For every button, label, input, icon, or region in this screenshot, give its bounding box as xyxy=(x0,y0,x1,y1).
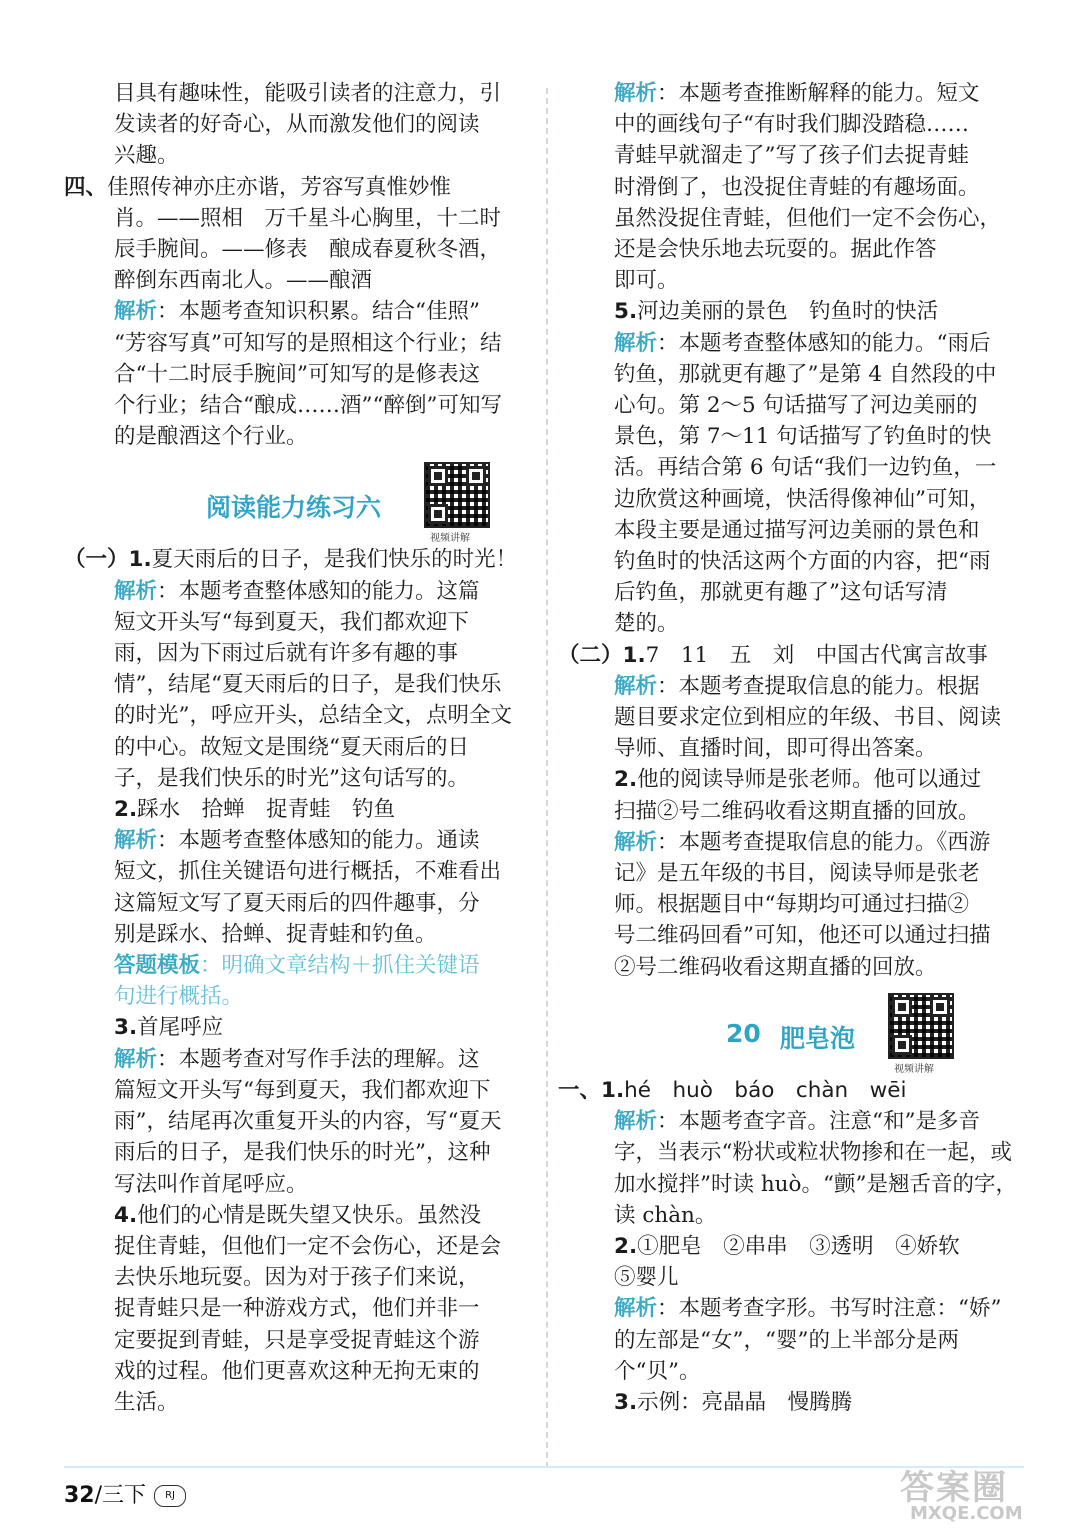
qr-caption: 视频讲解 xyxy=(430,533,470,545)
part-two-q2-analysis: 解析：本题考查提取信息的能力。《西游 xyxy=(614,829,991,855)
part-two-q1-analysis-rest xyxy=(608,702,1018,764)
section-one-label: 一、 xyxy=(558,1077,602,1103)
lesson-heading xyxy=(608,983,1018,1075)
text-line: 醉倒东西南北人。——酿酒 xyxy=(114,268,373,294)
s2-analysis: 解析：本题考查字形。书写时注意：“娇” xyxy=(614,1296,1002,1322)
text-line: “芳容写真”可知写的是照相这个行业；结 xyxy=(114,330,502,356)
text-line: 的是酿酒这个行业。 xyxy=(114,424,308,450)
text-line: 师。根据题目中“每期均可通过扫描② xyxy=(614,892,969,918)
analysis-label: 解析 xyxy=(614,673,658,699)
text-line: 号二维码回看”可知，他还可以通过扫描 xyxy=(614,923,991,949)
text-line: 楚的。 xyxy=(614,611,679,637)
text-line: 情”，结尾“夏天雨后的日子，是我们快乐 xyxy=(114,672,502,698)
q3-analysis-rest xyxy=(64,1075,526,1200)
lesson-title: 肥皂泡 xyxy=(780,1023,856,1053)
text-line: 钓鱼，那就更有趣了”是第 4 自然段的中 xyxy=(614,361,997,387)
text-line: 定要捉到青蛙，只是享受捉青蛙这个游 xyxy=(114,1327,480,1353)
section-four-rest xyxy=(64,203,526,297)
text-line: 青蛙早就溜走了”写了孩子们去捉青蛙 xyxy=(614,143,969,169)
answer-template-line-2: 句进行概括。 xyxy=(114,984,244,1010)
text-line: 目具有趣味性，能吸引读者的注意力，引 xyxy=(114,81,502,106)
column-divider xyxy=(546,88,548,1468)
qr-caption: 视频讲解 xyxy=(894,1063,934,1075)
s1-analysis: 解析：本题考查字音。注意“和”是多音 xyxy=(614,1109,980,1135)
analysis-label: 解析 xyxy=(614,81,658,106)
grade-label: /三下 xyxy=(94,1483,147,1508)
page-number: 32 xyxy=(64,1483,95,1508)
analysis-label: 解析 xyxy=(614,829,658,855)
text-line: 活。再结合第 6 句话“我们一边钓鱼，一 xyxy=(614,455,997,481)
text-line: 篇短文开头写“每到夏天，我们都欢迎下 xyxy=(114,1077,491,1103)
analysis-label: 解析 xyxy=(114,299,158,325)
q4-analysis: 解析：本题考查推断解释的能力。短文 xyxy=(614,81,980,106)
text-line: 发读者的好奇心，从而激发他们的阅读 xyxy=(114,112,480,138)
q3-analysis: 解析：本题考查对写作手法的理解。这 xyxy=(114,1046,480,1072)
text-line: 导师、直播时间，即可得出答案。 xyxy=(614,736,937,762)
q4-answer-rest xyxy=(64,1231,526,1418)
text-line: 的时光”，呼应开头，总结全文，点明全文 xyxy=(114,703,512,729)
part-two-q2-analysis-rest xyxy=(608,858,1018,983)
text-line: 去快乐地玩耍。因为对于孩子们来说， xyxy=(114,1265,480,1291)
s2-answer-line-2: ⑤婴儿 xyxy=(614,1265,679,1291)
text-line: 字，当表示“粉状或粒状物掺和在一起，或 xyxy=(614,1140,1012,1166)
watermark-top: 答案圈 xyxy=(900,1468,1008,1508)
text-line: ②号二维码收看这期直播的回放。 xyxy=(614,954,937,980)
text-line: 个“贝”。 xyxy=(614,1358,701,1384)
text-line: 后钓鱼，那就更有趣了”这句话写清 xyxy=(614,580,948,606)
template-label: 答题模板 xyxy=(114,953,201,979)
q4-analysis-rest xyxy=(608,109,1018,296)
lesson-number: 20 xyxy=(726,1018,761,1048)
text-line: 中的画线句子“有时我们脚没踏稳…… xyxy=(614,112,969,138)
s2-analysis-rest xyxy=(608,1325,1018,1387)
q5-analysis: 解析：本题考查整体感知的能力。“雨后 xyxy=(614,330,991,356)
page-footer xyxy=(64,1478,186,1509)
text-line: 时滑倒了，也没捉住青蛙的有趣场面。 xyxy=(614,174,980,200)
text-line: 加水搅拌”时读 huò。“颤”是翘舌音的字， xyxy=(614,1171,1017,1197)
qr-code-icon[interactable] xyxy=(424,462,490,528)
answer-block-continued xyxy=(64,78,526,172)
q2-analysis: 解析：本题考查整体感知的能力。通读 xyxy=(114,828,480,854)
q2-answer: 2.踩水 拾蝉 捉青蛙 钓鱼 xyxy=(114,797,396,823)
part-one-label: （一） xyxy=(64,547,129,573)
analysis-label: 解析 xyxy=(614,330,658,356)
analysis-label: 解析 xyxy=(614,1296,658,1322)
analysis-label: 解析 xyxy=(614,1109,658,1135)
text-line: 生活。 xyxy=(114,1389,179,1415)
part-two-q2-answer-line-2: 扫描②号二维码收看这期直播的回放。 xyxy=(614,798,980,824)
text-line: 读 chàn。 xyxy=(614,1202,717,1228)
text-line: 这篇短文写了夏天雨后的四件趣事，分 xyxy=(114,890,480,916)
text-line: 个行业；结合“酿成……酒”“醉倒”可知写 xyxy=(114,393,502,419)
section-four-line-1: 四、佳照传神亦庄亦谐，芳容写真惟妙惟 xyxy=(64,174,452,200)
footer-rule xyxy=(64,1466,1024,1468)
text-line: 写法叫作首尾呼应。 xyxy=(114,1171,308,1197)
analysis-label: 解析 xyxy=(114,828,158,854)
part-two-q1-answer: （二）1.7 11 五 刘 中国古代寓言故事 xyxy=(558,642,988,668)
text-line: 本段主要是通过描写河边美丽的景色和 xyxy=(614,517,980,543)
part-two-label: （二） xyxy=(558,642,623,668)
left-column xyxy=(64,78,526,1418)
text-line: 捉住青蛙，但他们一定不会伤心，还是会 xyxy=(114,1233,502,1259)
text-line: 的左部是“女”，“婴”的上半部分是两 xyxy=(614,1327,959,1353)
text-line: 短文开头写“每到夏天，我们都欢迎下 xyxy=(114,609,469,635)
s1-analysis-rest xyxy=(608,1137,1018,1231)
part-two-q2-answer: 2.他的阅读导师是张老师。他可以通过 xyxy=(614,767,982,793)
text-line: 即可。 xyxy=(614,268,679,294)
q4-answer: 4.他们的心情是既失望又快乐。虽然没 xyxy=(114,1202,482,1228)
s3-answer: 3.示例：亮晶晶 慢腾腾 xyxy=(614,1389,853,1415)
q2-analysis-rest xyxy=(64,856,526,950)
text-line: 雨后的日子，是我们快乐的时光”，这种 xyxy=(114,1140,491,1166)
answer-template: 答题模板：明确文章结构＋抓住关键语 xyxy=(114,953,480,979)
text-line: 肖。——照相 万千星斗心胸里，十二时 xyxy=(114,205,502,231)
section-heading-title: 阅读能力练习六 xyxy=(206,493,382,523)
part-two-q1-analysis: 解析：本题考查提取信息的能力。根据 xyxy=(614,673,980,699)
text-line: 合“十二时辰手腕间”可知写的是修表这 xyxy=(114,361,480,387)
q5-answer: 5.河边美丽的景色 钓鱼时的快活 xyxy=(614,299,939,325)
right-column xyxy=(558,78,1018,1418)
section-four-label: 四、 xyxy=(64,174,108,200)
text-line: 辰手腕间。——修表 酿成春夏秋冬酒， xyxy=(114,237,502,263)
section-four xyxy=(64,172,526,453)
s2-answer: 2.①肥皂 ②串串 ③透明 ④娇软 xyxy=(614,1233,960,1259)
text-line: 虽然没捉住青蛙，但他们一定不会伤心， xyxy=(614,205,1002,231)
text-line: 还是会快乐地去玩耍的。据此作答 xyxy=(614,237,937,263)
watermark xyxy=(900,1460,1060,1530)
q3-answer: 3.首尾呼应 xyxy=(114,1015,224,1041)
analysis-label: 解析 xyxy=(114,578,158,604)
text-line: 别是踩水、拾蝉、捉青蛙和钓鱼。 xyxy=(114,921,437,947)
qr-code-icon[interactable] xyxy=(888,993,954,1059)
q5-analysis-rest xyxy=(608,359,1018,640)
text-line: 短文，抓住关键语句进行概括，不难看出 xyxy=(114,859,502,885)
text-line: 雨”，结尾再次重复开头的内容，写“夏天 xyxy=(114,1109,502,1135)
text-line: 记》是五年级的书目，阅读导师是张老 xyxy=(614,861,980,887)
section-heading xyxy=(64,452,526,544)
text-line: 题目要求定位到相应的年级、书目、阅读 xyxy=(614,705,1002,731)
text-line: 边欣赏这种画境，快活得像神仙”可知， xyxy=(614,486,991,512)
section-four-analysis-rest xyxy=(64,328,526,453)
text-line: 心句。第 2～5 句话描写了河边美丽的 xyxy=(614,393,978,419)
q1-analysis: 解析：本题考查整体感知的能力。这篇 xyxy=(114,578,480,604)
text-line: 子，是我们快乐的时光”这句话写的。 xyxy=(114,765,469,791)
text-line: 的中心。故短文是围绕“夏天雨后的日 xyxy=(114,734,469,760)
text-line: 兴趣。 xyxy=(114,143,179,169)
analysis-label: 解析 xyxy=(114,1046,158,1072)
text-line: 钓鱼时的快活这两个方面的内容，把“雨 xyxy=(614,549,991,575)
edition-badge-icon: RJ xyxy=(154,1485,186,1507)
text-line: 雨，因为下雨过后就有许多有趣的事 xyxy=(114,641,459,667)
text-line: 景色，第 7～11 句话描写了钓鱼时的快 xyxy=(614,424,992,450)
watermark-bottom: MXQE.COM xyxy=(910,1503,1023,1524)
q1-analysis-rest xyxy=(64,607,526,794)
section-four-analysis: 解析：本题考查知识积累。结合“佳照” xyxy=(114,299,481,325)
text-line: 戏的过程。他们更喜欢这种无拘无束的 xyxy=(114,1358,480,1384)
q1-answer: （一）1.夏天雨后的日子，是我们快乐的时光！ xyxy=(64,547,518,573)
s1-answer: 一、1.hé huò báo chàn wēi xyxy=(558,1077,907,1103)
text-line: 捉青蛙只是一种游戏方式，他们并非一 xyxy=(114,1296,480,1322)
